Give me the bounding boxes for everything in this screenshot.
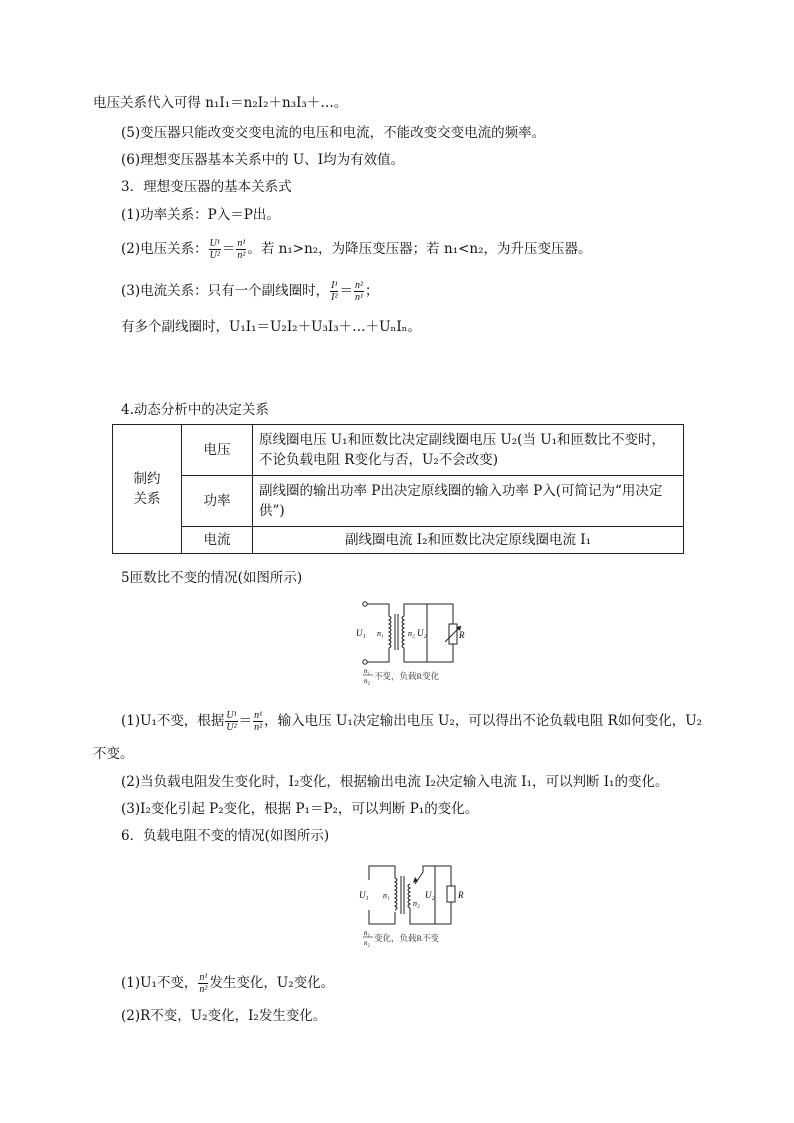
fig2-label-n2: n₂ bbox=[413, 899, 420, 908]
fig1-label-r: R bbox=[459, 630, 465, 640]
voltage-fraction-left: $\frac{\text{U¹}}{\text{U²}}$ bbox=[209, 238, 220, 261]
fig1-caption-num: n₁ bbox=[364, 667, 370, 675]
fig2-label-u2: U₂ bbox=[425, 890, 435, 900]
current-fraction-right: $\frac{\text{n²}}{\text{n¹}}$ bbox=[354, 280, 363, 303]
determination-table bbox=[112, 424, 684, 554]
table-label-voltage: 电压 bbox=[182, 425, 253, 476]
fig1-label-u1: U₁ bbox=[356, 628, 366, 638]
section-4-heading: 4.动态分析中的决定关系 bbox=[121, 402, 269, 418]
fig1-label-n1: n₁ bbox=[377, 629, 384, 638]
line-mixed-relation: 电压关系代入可得 n₁I₁＝n₂I₂＋n₃I₃＋…。 bbox=[93, 95, 348, 111]
table-text-power: 副线圈的输出功率 P出决定原线圈的输入功率 P入(可简记为“用决定供”) bbox=[253, 476, 684, 527]
current-relation-label: (3)电流关系：只有一个副线圈时， bbox=[121, 283, 330, 299]
fig1-label-n2: n₂ bbox=[408, 629, 415, 638]
current-fraction-left: $\frac{\text{I¹}}{\text{I²}}$ bbox=[331, 280, 338, 303]
section-6-heading: 6．负载电阻不变的情况(如图所示) bbox=[121, 828, 330, 844]
figure-constant-load bbox=[355, 860, 475, 950]
table-text-voltage: 原线圈电压 U₁和匝数比决定副线圈电压 U₂(当 U₁和匝数比不变时，不论负载电阻 R变化与否，U₂不会改变) bbox=[253, 425, 684, 476]
line-point-5: (5)变压器只能改变交变电流的电压和电流，不能改变交变电流的频率。 bbox=[121, 125, 546, 141]
fig2-label-n1: n₁ bbox=[383, 891, 390, 900]
line-case5-2: (2)当负载电阻发生变化时，I₂变化，根据输出电流 I₂决定输入电流 I₁，可以判断 I₁的变化。 bbox=[121, 774, 669, 790]
line-point-6: (6)理想变压器基本关系中的 U、I均为有效值。 bbox=[121, 152, 405, 168]
line-voltage-relation: (2)电压关系： $\frac{\text{U¹}}{\text{U²}}$ ＝ $\frac{\text{n¹}}{\text{n²}}$ 。若 n₁>n₂，为降压变压器；若 n₁<n₂，为升压变压器。 bbox=[121, 238, 592, 261]
table-group-cell: 制约 关系 bbox=[113, 425, 182, 554]
line-power-relation: (1)功率关系：P入＝P出。 bbox=[121, 207, 280, 223]
case6-fraction: $\frac{\text{n¹}}{\text{n²}}$ bbox=[199, 972, 208, 995]
fig2-caption-den: n₂ bbox=[364, 939, 370, 947]
line-case5-1-cont: 不变。 bbox=[93, 746, 134, 762]
line-current-relation: (3)电流关系：只有一个副线圈时， $\frac{\text{I¹}}{\text{I²}}$ ＝ $\frac{\text{n²}}{\text{n¹}}$ ； bbox=[121, 280, 379, 303]
case5-fraction-left: $\frac{\text{U¹}}{\text{U²}}$ bbox=[226, 710, 237, 733]
line-multi-secondary: 有多个副线圈时，U₁I₁＝U₂I₂＋U₃I₃＋…＋UₙIₙ。 bbox=[121, 319, 421, 335]
voltage-relation-text: 。若 n₁>n₂，为降压变压器；若 n₁<n₂，为升压变压器。 bbox=[247, 241, 592, 257]
fig1-caption: 不变，负载R变化 bbox=[374, 671, 440, 681]
table-text-current: 副线圈电流 I₂和匝数比决定原线圈电流 I₁ bbox=[253, 527, 684, 554]
line-case5-1: (1)U₁不变，根据 $\frac{\text{U¹}}{\text{U²}}$ ＝ $\frac{\text{n¹}}{\text{n²}}$ ，输入电压 U₁决定输出电压 U₂，可以得出不论负载电阻 R如何变化，U₂ bbox=[121, 710, 703, 733]
section-3-heading: 3．理想变压器的基本关系式 bbox=[121, 179, 292, 195]
line-case5-3: (3)I₂变化引起 P₂变化，根据 P₁＝P₂，可以判断 P₁的变化。 bbox=[121, 801, 479, 817]
line-case6-2: (2)R不变，U₂变化，I₂发生变化。 bbox=[121, 1008, 327, 1024]
figure-constant-ratio bbox=[355, 596, 475, 688]
voltage-fraction-right: $\frac{\text{n¹}}{\text{n²}}$ bbox=[237, 238, 246, 261]
voltage-relation-label: (2)电压关系： bbox=[121, 241, 208, 257]
table-label-power: 功率 bbox=[182, 476, 253, 527]
fig1-caption-den: n₂ bbox=[364, 677, 370, 685]
table-label-current: 电流 bbox=[182, 527, 253, 554]
section-5-heading: 5匝数比不变的情况(如图所示) bbox=[121, 570, 303, 586]
fig2-label-u1: U₁ bbox=[359, 890, 369, 900]
current-relation-end: ； bbox=[364, 283, 379, 299]
fig2-label-r: R bbox=[458, 890, 464, 900]
case5-fraction-right: $\frac{\text{n¹}}{\text{n²}}$ bbox=[254, 710, 263, 733]
fig2-caption: 变化，负载R不变 bbox=[374, 933, 440, 943]
line-case6-1: (1)U₁不变， $\frac{\text{n¹}}{\text{n²}}$ 发生变化，U₂变化。 bbox=[121, 972, 335, 995]
fig1-label-u2: U₂ bbox=[417, 628, 427, 638]
fig2-caption-num: n₁ bbox=[364, 929, 370, 937]
